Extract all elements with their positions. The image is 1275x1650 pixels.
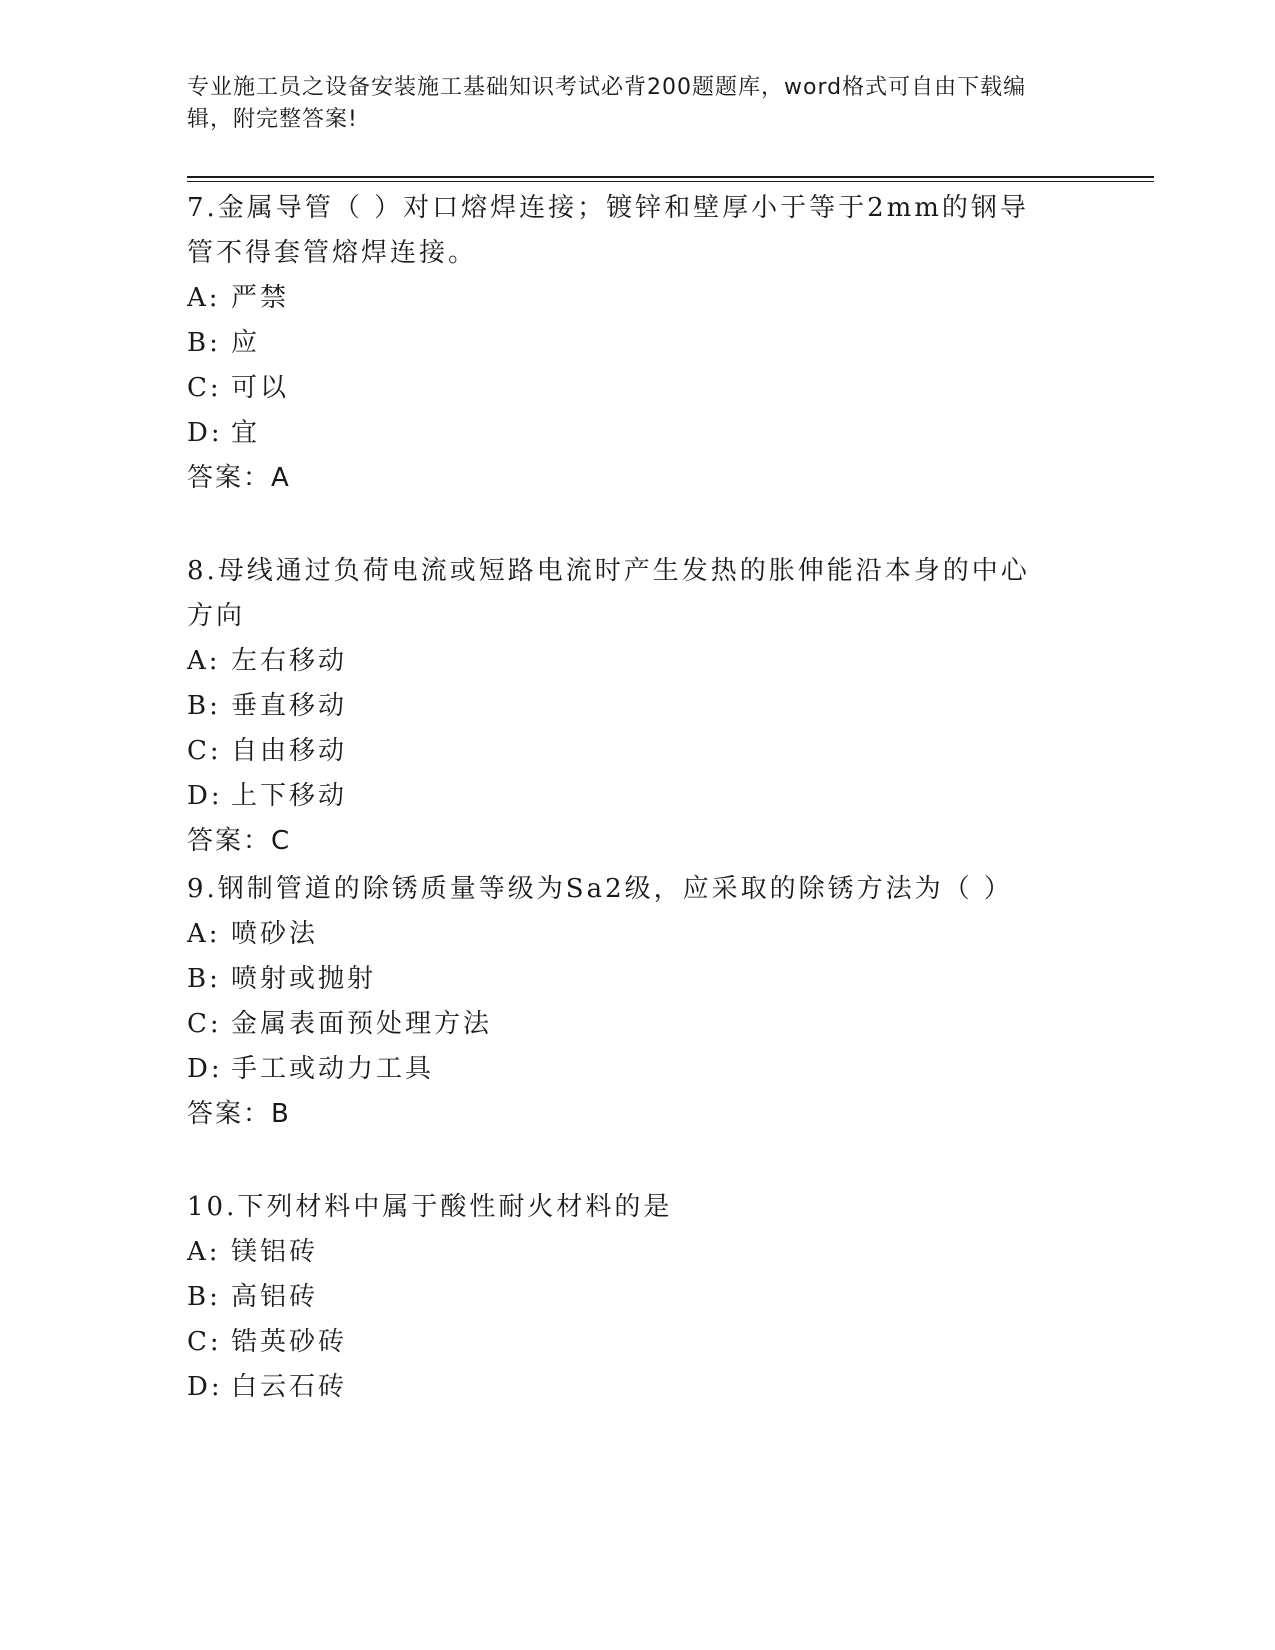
option-b	[187, 684, 1047, 729]
option-text: 白云石砖	[231, 1372, 348, 1402]
option-letter: A:	[187, 283, 221, 313]
option-d	[187, 774, 1047, 819]
option-text: 左右移动	[231, 646, 348, 676]
question-text: 10.下列材料中属于酸性耐火材料的是	[187, 1192, 673, 1222]
option-letter: D:	[187, 1372, 223, 1402]
option-text: 自由移动	[231, 736, 348, 766]
option-c	[187, 366, 1047, 411]
option-text: 镁铝砖	[231, 1237, 319, 1267]
option-text: 锆英砂砖	[231, 1327, 348, 1357]
option-a	[187, 1230, 1087, 1275]
option-letter: B:	[187, 1282, 221, 1312]
option-letter: C:	[187, 1327, 222, 1357]
option-letter: D:	[187, 1054, 223, 1084]
option-letter: D:	[187, 418, 223, 448]
option-text: 严禁	[231, 283, 290, 313]
option-a	[187, 639, 1047, 684]
option-text: 喷砂法	[231, 919, 319, 949]
option-a	[187, 912, 1087, 957]
option-b	[187, 321, 1047, 366]
header-divider-thin	[187, 181, 1154, 182]
answer-label: 答案：A	[187, 463, 291, 493]
option-d	[187, 1047, 1087, 1092]
option-a	[187, 276, 1047, 321]
option-text: 金属表面预处理方法	[231, 1009, 493, 1039]
answer-label: 答案：B	[187, 1099, 291, 1129]
option-letter: C:	[187, 373, 222, 403]
question-9	[187, 867, 1087, 1137]
option-d	[187, 411, 1047, 456]
option-letter: B:	[187, 328, 221, 358]
option-letter: C:	[187, 736, 222, 766]
option-text: 垂直移动	[231, 691, 348, 721]
option-letter: A:	[187, 646, 221, 676]
question-7	[187, 186, 1047, 501]
question-10	[187, 1185, 1087, 1410]
option-c	[187, 729, 1047, 774]
option-c	[187, 1002, 1087, 1047]
option-b	[187, 957, 1087, 1002]
option-c	[187, 1320, 1087, 1365]
option-letter: D:	[187, 781, 223, 811]
option-text: 高铝砖	[231, 1282, 319, 1312]
option-text: 应	[231, 328, 261, 358]
option-text: 可以	[231, 373, 290, 403]
question-text: 7.金属导管（ ）对口熔焊连接；镀锌和壁厚小于等于2mm的钢导管不得套管熔焊连接。	[187, 193, 1029, 268]
header-divider-thick	[187, 176, 1154, 178]
document-header: 专业施工员之设备安装施工基础知识考试必背200题题库，word格式可自由下载编辑，附完整答案!	[187, 75, 1027, 132]
option-text: 喷射或抛射	[231, 964, 377, 994]
option-b	[187, 1275, 1087, 1320]
option-d	[187, 1365, 1087, 1410]
question-text: 8.母线通过负荷电流或短路电流时产生发热的胀伸能沿本身的中心方向	[187, 556, 1030, 631]
option-letter: A:	[187, 1237, 221, 1267]
option-text: 宜	[231, 418, 261, 448]
option-letter: C:	[187, 1009, 222, 1039]
option-text: 上下移动	[231, 781, 348, 811]
answer-label: 答案：C	[187, 826, 292, 856]
question-8	[187, 549, 1047, 864]
option-letter: B:	[187, 964, 221, 994]
option-letter: B:	[187, 691, 221, 721]
option-letter: A:	[187, 919, 221, 949]
question-text: 9.钢制管道的除锈质量等级为Sa2级，应采取的除锈方法为（ ）	[187, 874, 1013, 904]
option-text: 手工或动力工具	[231, 1054, 435, 1084]
